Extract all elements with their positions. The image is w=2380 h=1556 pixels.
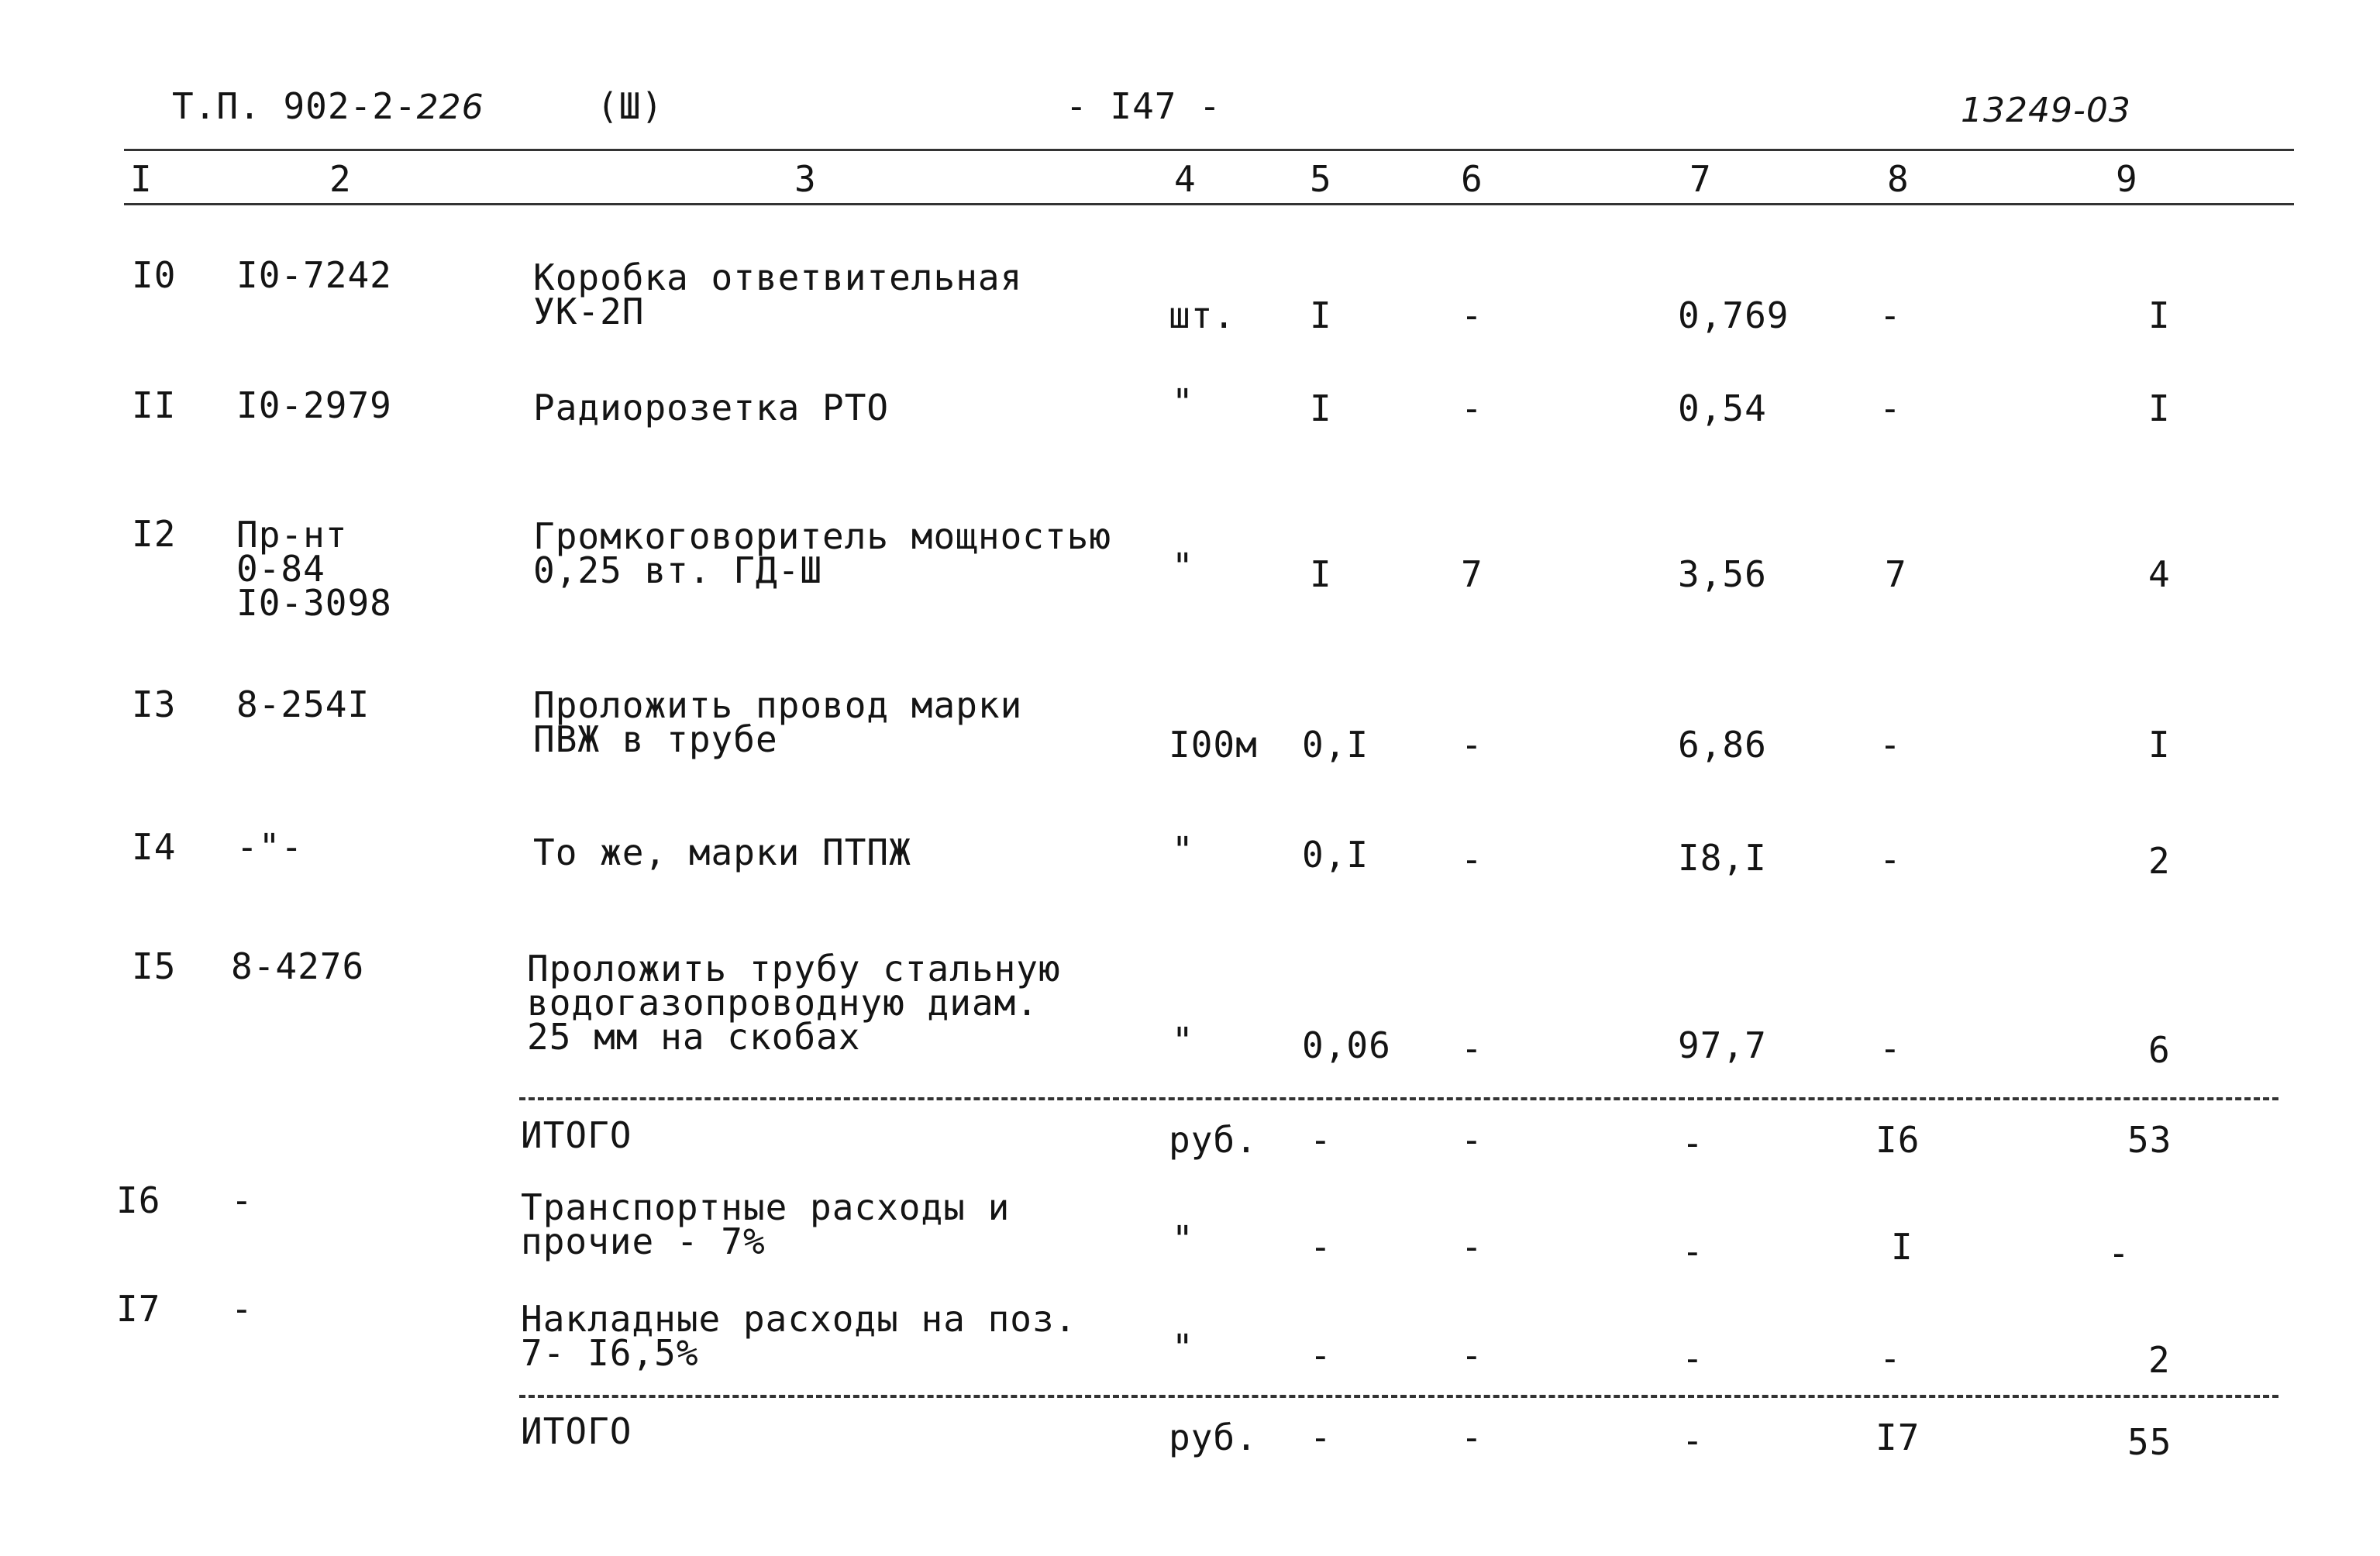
total-label: ИТОГО: [521, 1114, 632, 1156]
total-price: -: [1682, 1420, 1704, 1461]
col-header-2: 2: [329, 158, 352, 200]
total-unit: руб.: [1169, 1119, 1258, 1161]
row-qty: 0,06: [1302, 1024, 1391, 1066]
row-col9: 2: [2148, 840, 2171, 882]
row-description: Проложить трубу стальную водогазопроводную диам. 25 мм на скобах: [527, 948, 1061, 1058]
col-header-5: 5: [1310, 158, 1332, 200]
col-header-1: I: [130, 158, 153, 200]
total-label: ИТОГО: [521, 1410, 632, 1452]
row-unit: ": [1172, 546, 1194, 587]
col-header-8: 8: [1887, 158, 1910, 200]
row-pos: I7: [116, 1288, 161, 1330]
total-col6: -: [1461, 1417, 1483, 1458]
row-col6: -: [1461, 724, 1483, 766]
row-price: 3,56: [1678, 553, 1767, 595]
row-qty: -: [1310, 1226, 1332, 1268]
row-unit: шт.: [1169, 294, 1236, 336]
row-price: -: [1682, 1231, 1704, 1272]
row-col8: -: [1879, 1337, 1902, 1379]
row-code: -: [231, 1288, 253, 1330]
row-qty: 0,I: [1302, 724, 1369, 766]
row-pos: I4: [132, 826, 177, 868]
total-col6: -: [1461, 1119, 1483, 1161]
doc-code-prefix: Т.П. 902-2-: [172, 85, 417, 127]
row-description: Накладные расходы на поз. 7- I6,5%: [521, 1298, 1077, 1374]
section-mark: (Ш): [597, 85, 664, 127]
row-unit: ": [1172, 381, 1194, 423]
row-unit: ": [1172, 1020, 1194, 1062]
row-col8: -: [1879, 1028, 1902, 1069]
row-price: 6,86: [1678, 724, 1767, 766]
row-unit: ": [1172, 829, 1194, 871]
row-description: Коробка ответвительная УК-2П: [533, 256, 1023, 332]
row-price: 97,7: [1678, 1024, 1767, 1066]
row-code: Пр-нт 0-84 I0-3098: [236, 514, 392, 624]
row-unit: ": [1172, 1218, 1194, 1260]
row-code: -"-: [236, 826, 304, 868]
row-col6: -: [1461, 838, 1483, 880]
row-price: I8,I: [1678, 837, 1767, 879]
row-pos: I6: [116, 1179, 161, 1221]
row-col9: 6: [2148, 1029, 2171, 1071]
header-top-rule: [124, 149, 2294, 151]
row-code: I0-7242: [236, 254, 392, 296]
col-header-6: 6: [1461, 158, 1483, 200]
row-description: Транспортные расходы и прочие - 7%: [521, 1186, 1011, 1262]
total-col8: I7: [1875, 1417, 1920, 1458]
row-col6: -: [1461, 1226, 1483, 1268]
row-description: Громкоговоритель мощностью 0,25 вт. ГД-Ш: [533, 515, 1112, 591]
row-price: 0,769: [1678, 294, 1789, 336]
page-number: - I47 -: [1066, 85, 1221, 127]
row-col9: 2: [2148, 1339, 2171, 1381]
row-col6: -: [1461, 387, 1483, 429]
total-unit: руб.: [1169, 1417, 1258, 1458]
doc-code: [172, 87, 484, 127]
row-col8: I: [1891, 1226, 1913, 1268]
row-code: I0-2979: [236, 384, 392, 426]
doc-code-suffix: 226: [416, 88, 484, 127]
total-col8: I6: [1875, 1119, 1920, 1161]
row-unit: ": [1172, 1327, 1194, 1368]
row-code: 8-254I: [236, 683, 370, 725]
row-qty: I: [1310, 387, 1332, 429]
row-pos: II: [132, 384, 177, 426]
row-pos: I5: [132, 945, 177, 987]
row-col8: -: [1879, 724, 1902, 766]
row-col6: 7: [1461, 553, 1483, 595]
row-qty: -: [1310, 1334, 1332, 1376]
row-qty: 0,I: [1302, 834, 1369, 876]
row-col9: I: [2148, 724, 2171, 766]
dashed-separator: [519, 1395, 2278, 1398]
total-col9: 53: [2127, 1119, 2172, 1161]
row-code: 8-4276: [231, 945, 365, 987]
row-col6: -: [1461, 1028, 1483, 1069]
row-col8: 7: [1885, 553, 1907, 595]
row-col6: -: [1461, 1334, 1483, 1376]
row-pos: I3: [132, 683, 177, 725]
row-description: Проложить провод марки ПВЖ в трубе: [533, 684, 1023, 760]
row-pos: I0: [132, 254, 177, 296]
header-bottom-rule: [124, 203, 2294, 205]
total-col9: 55: [2127, 1421, 2172, 1463]
col-header-9: 9: [2116, 158, 2138, 200]
row-unit: I00м: [1169, 724, 1258, 766]
row-description: То же, марки ПТПЖ: [533, 831, 911, 873]
row-code: -: [231, 1179, 253, 1221]
total-qty: -: [1310, 1119, 1332, 1161]
col-header-3: 3: [794, 158, 817, 200]
total-price: -: [1682, 1122, 1704, 1164]
dashed-separator: [519, 1097, 2278, 1100]
row-price: 0,54: [1678, 387, 1767, 429]
row-col6: -: [1461, 294, 1483, 336]
row-col8: -: [1879, 294, 1902, 336]
row-col9: -: [2108, 1232, 2130, 1274]
row-col8: -: [1879, 838, 1902, 880]
row-col9: I: [2148, 294, 2171, 336]
row-price: -: [1682, 1337, 1704, 1379]
row-pos: I2: [132, 513, 177, 555]
col-header-4: 4: [1174, 158, 1197, 200]
row-col9: I: [2148, 387, 2171, 429]
total-qty: -: [1310, 1417, 1332, 1458]
row-description: Радиорозетка РТО: [533, 387, 890, 429]
row-qty: I: [1310, 553, 1332, 595]
col-header-7: 7: [1689, 158, 1712, 200]
sheet-code: 13249-03: [1961, 91, 2131, 130]
row-col9: 4: [2148, 553, 2171, 595]
row-qty: I: [1310, 294, 1332, 336]
row-col8: -: [1879, 387, 1902, 429]
